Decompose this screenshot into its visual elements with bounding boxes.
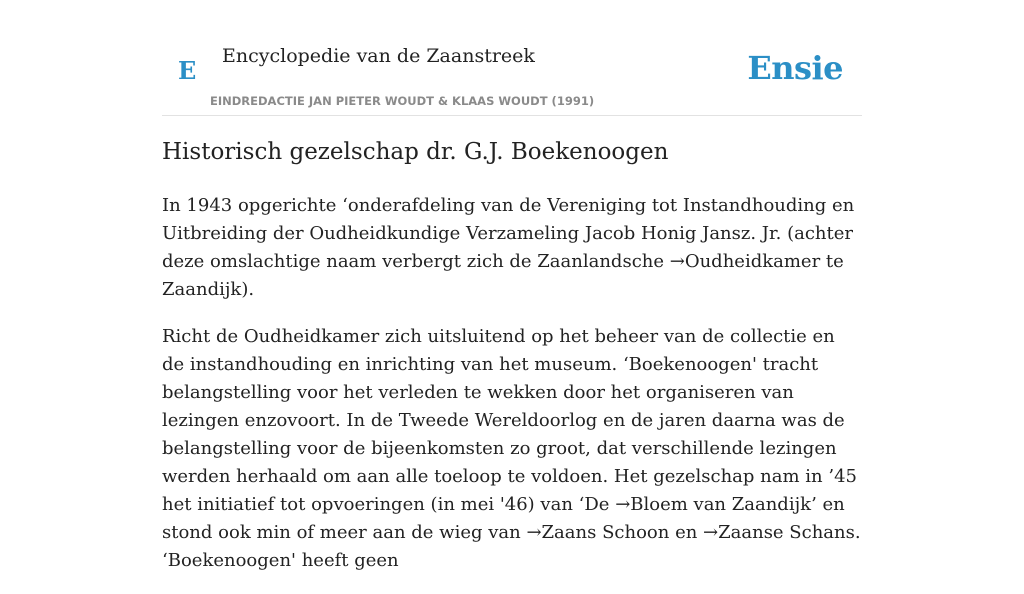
link-zaans-schoon[interactable]: →Zaans Schoon <box>526 522 670 543</box>
link-bloem-van-zaandijk[interactable]: →Bloem van Zaandijk <box>615 494 812 515</box>
editors-credit: EINDREDACTIE JAN PIETER WOUDT & KLAAS WOUDT (1991) <box>210 94 595 108</box>
paragraph-1-end: ). <box>241 279 255 300</box>
link-oudheidkamer[interactable]: →Oudheidkamer te Zaandijk <box>162 251 844 300</box>
header-divider <box>162 115 862 116</box>
paragraph-2-text: Richt de Oudheidkamer zich uitsluitend op het beheer van de collectie en de instandhouding en inrichting van het museum. ‘Boekenoogen' tracht belangstelling voor het verleden te wekken door het organiseren van lezingen enzovoort. In de Tweede Wereldoorlog en de jaren daarna was de belangstelling voor de bijeenkomsten zo groot, dat verschillende lezingen werden herhaald om aan alle toeloop te voldoen. Het gezelschap nam in ’45 het initiatief tot opvoeringen (in mei '46) van ‘De <box>162 326 857 515</box>
paragraph-1-text: In 1943 opgerichte ‘onderafdeling van de Vereniging tot Instandhouding en Uitbreiding der Oudheidkundige Verzameling Jacob Honig Jansz. Jr. (achter deze omslachtige naam verbergt zich de Zaanlandsche <box>162 195 855 272</box>
paragraph-2-text-2: ’ en stond ook min of meer aan de wieg van <box>162 494 845 543</box>
article-body <box>162 192 862 594</box>
article-title: Historisch gezelschap dr. G.J. Boekenoogen <box>162 139 669 165</box>
site-logo-icon[interactable]: E <box>178 56 197 85</box>
paragraph-2 <box>162 323 862 575</box>
link-zaanse-schans[interactable]: →Zaanse Schans <box>703 522 855 543</box>
site-title[interactable]: Encyclopedie van de Zaanstreek <box>222 45 535 67</box>
paragraph-2-text-3: en <box>669 522 704 543</box>
paragraph-2-text-4: . ‘Boekenoogen' heeft geen <box>162 522 861 571</box>
paragraph-1 <box>162 192 862 304</box>
ensie-logo-link[interactable]: Ensie <box>747 49 843 87</box>
